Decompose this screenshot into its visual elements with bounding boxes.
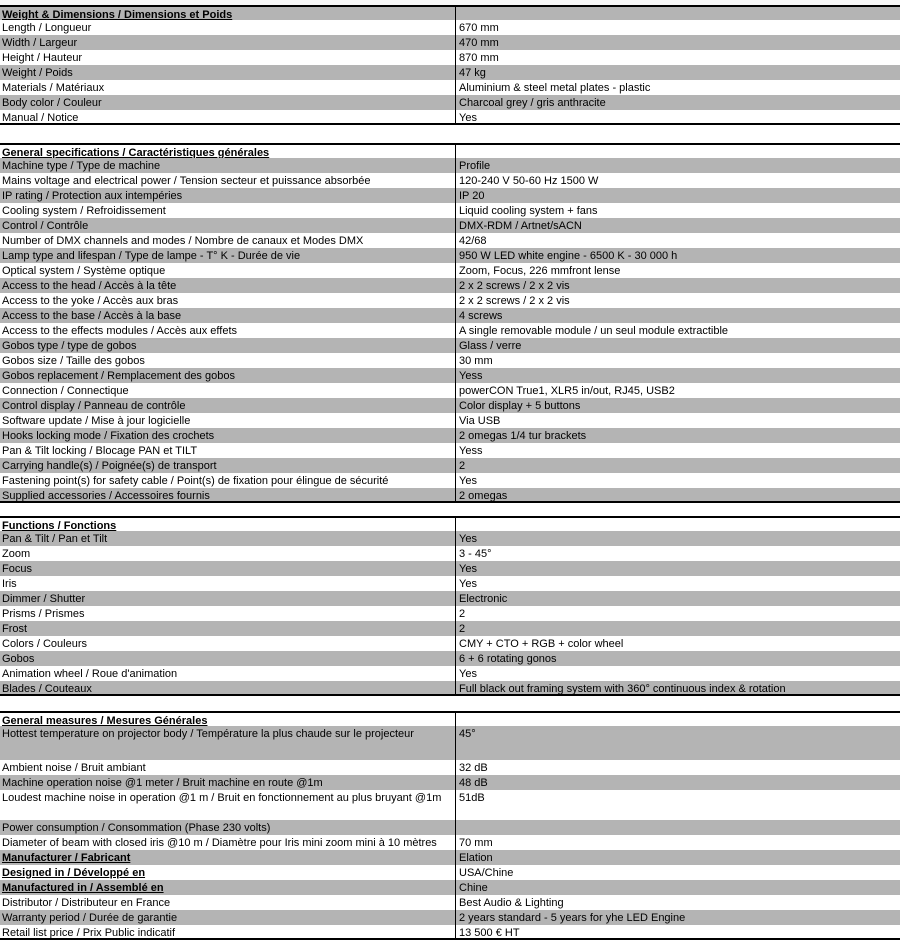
spec-label: Prisms / Prismes bbox=[0, 606, 456, 621]
spec-value: Glass / verre bbox=[459, 340, 522, 352]
spec-label: Focus bbox=[0, 561, 456, 576]
spec-value: Yes bbox=[459, 563, 477, 575]
spec-value: Aluminium & steel metal plates - plastic bbox=[459, 82, 651, 94]
section-header-value bbox=[457, 713, 900, 726]
spec-row bbox=[0, 651, 900, 666]
spec-label: Pan & Tilt / Pan et Tilt bbox=[0, 531, 456, 546]
spec-value: Chine bbox=[459, 882, 488, 894]
section-header bbox=[0, 5, 900, 20]
spec-label: Control display / Panneau de contrôle bbox=[0, 398, 456, 413]
spec-row bbox=[0, 233, 900, 248]
spec-row bbox=[0, 308, 900, 323]
spec-row bbox=[0, 473, 900, 488]
spec-value: Profile bbox=[459, 160, 491, 172]
section-header bbox=[0, 516, 900, 531]
spec-value: 2 bbox=[459, 623, 466, 635]
spec-value: 30 mm bbox=[459, 355, 493, 367]
spec-row bbox=[0, 173, 900, 188]
spec-label: Mains voltage and electrical power / Tension secteur et puissance absorbée bbox=[0, 173, 456, 188]
spec-row bbox=[0, 278, 900, 293]
spec-value: powerCON True1, XLR5 in/out, RJ45, USB2 bbox=[459, 385, 675, 397]
spec-label: Gobos bbox=[0, 651, 456, 666]
spec-value: Yess bbox=[459, 445, 483, 457]
spec-value: 2 x 2 screws / 2 x 2 vis bbox=[459, 280, 570, 292]
spec-row bbox=[0, 368, 900, 383]
spec-value: Charcoal grey / gris anthracite bbox=[459, 97, 606, 109]
spec-row bbox=[0, 835, 900, 850]
spec-label: Access to the effects modules / Accès aux effets bbox=[0, 323, 456, 338]
spec-label: Animation wheel / Roue d'animation bbox=[0, 666, 456, 681]
spec-label: Control / Contrôle bbox=[0, 218, 456, 233]
spec-label: Height / Hauteur bbox=[0, 50, 456, 65]
spec-value: 2 omegas bbox=[459, 490, 508, 501]
spec-label: Optical system / Système optique bbox=[0, 263, 456, 278]
spec-value: USA/Chine bbox=[459, 867, 514, 879]
spec-value: 48 dB bbox=[459, 777, 488, 789]
spec-value: 2 bbox=[459, 460, 466, 472]
spec-value: 32 dB bbox=[459, 762, 488, 774]
spec-label: Power consumption / Consommation (Phase 230 volts) bbox=[0, 820, 456, 835]
spec-row bbox=[0, 188, 900, 203]
spec-label: Loudest machine noise in operation @1 m / Bruit en fonctionnement au plus bruyant @1m bbox=[0, 790, 456, 820]
spec-value: 4 screws bbox=[459, 310, 503, 322]
spec-value: Zoom, Focus, 226 mmfront lense bbox=[459, 265, 621, 277]
spec-value: 70 mm bbox=[459, 837, 493, 849]
spec-label: Supplied accessories / Accessoires fournis bbox=[0, 488, 456, 501]
spec-value: A single removable module / un seul module extractible bbox=[459, 325, 729, 337]
spec-label: Blades / Couteaux bbox=[0, 681, 456, 694]
section-title: General specifications / Caractéristiques générales bbox=[0, 145, 456, 158]
spec-value: 2 bbox=[459, 608, 466, 620]
spec-row bbox=[0, 760, 900, 775]
spec-row bbox=[0, 488, 900, 503]
spec-row bbox=[0, 681, 900, 696]
spec-value: IP 20 bbox=[459, 190, 485, 202]
spec-label: Materials / Matériaux bbox=[0, 80, 456, 95]
spec-label: Carrying handle(s) / Poignée(s) de transport bbox=[0, 458, 456, 473]
spec-label: IP rating / Protection aux intempéries bbox=[0, 188, 456, 203]
spec-value: Via USB bbox=[459, 415, 501, 427]
spec-value: 45° bbox=[459, 728, 476, 740]
spec-value: 47 kg bbox=[459, 67, 486, 79]
spec-row bbox=[0, 865, 900, 880]
section-title: Functions / Fonctions bbox=[0, 518, 456, 531]
section-header-value bbox=[457, 518, 900, 531]
spec-row bbox=[0, 666, 900, 681]
spec-value: Yes bbox=[459, 112, 477, 123]
spec-row bbox=[0, 263, 900, 278]
spec-label: Warranty period / Durée de garantie bbox=[0, 910, 456, 925]
spec-value: 42/68 bbox=[459, 235, 487, 247]
spec-row bbox=[0, 428, 900, 443]
spec-value: 870 mm bbox=[459, 52, 499, 64]
spec-row bbox=[0, 35, 900, 50]
spec-row bbox=[0, 65, 900, 80]
spec-row bbox=[0, 158, 900, 173]
spec-label: Gobos type / type de gobos bbox=[0, 338, 456, 353]
spec-row bbox=[0, 323, 900, 338]
spec-label: Iris bbox=[0, 576, 456, 591]
spec-value: Liquid cooling system + fans bbox=[459, 205, 598, 217]
spec-row bbox=[0, 850, 900, 865]
spec-label: Machine type / Type de machine bbox=[0, 158, 456, 173]
spec-label: Access to the head / Accès à la tête bbox=[0, 278, 456, 293]
spec-label: Pan & Tilt locking / Blocage PAN et TILT bbox=[0, 443, 456, 458]
spec-row bbox=[0, 293, 900, 308]
spec-label: Zoom bbox=[0, 546, 456, 561]
spec-row bbox=[0, 110, 900, 125]
spec-value: 950 W LED white engine - 6500 K - 30 000 h bbox=[459, 250, 678, 262]
spec-label: Hottest temperature on projector body / Température la plus chaude sur le projecteur bbox=[0, 726, 456, 760]
spec-value: 3 - 45° bbox=[459, 548, 492, 560]
section-title: Weight & Dimensions / Dimensions et Poids bbox=[0, 7, 456, 20]
spec-value: Yes bbox=[459, 475, 477, 487]
spec-row bbox=[0, 910, 900, 925]
spec-value bbox=[457, 820, 900, 835]
spec-row bbox=[0, 546, 900, 561]
spec-value: 2 x 2 screws / 2 x 2 vis bbox=[459, 295, 570, 307]
spec-row bbox=[0, 80, 900, 95]
section-header-value bbox=[457, 145, 900, 158]
spec-row bbox=[0, 50, 900, 65]
spec-label: Dimmer / Shutter bbox=[0, 591, 456, 606]
spec-row bbox=[0, 398, 900, 413]
spec-row bbox=[0, 20, 900, 35]
spec-row bbox=[0, 775, 900, 790]
spec-label: Weight / Poids bbox=[0, 65, 456, 80]
spec-label: Connection / Connectique bbox=[0, 383, 456, 398]
spec-row bbox=[0, 248, 900, 263]
spec-label: Cooling system / Refroidissement bbox=[0, 203, 456, 218]
spec-label: Access to the base / Accès à la base bbox=[0, 308, 456, 323]
spec-label: Manufactured in / Assemblé en bbox=[0, 880, 456, 895]
spec-label: Width / Largeur bbox=[0, 35, 456, 50]
spec-value: 2 years standard - 5 years for yhe LED Engine bbox=[459, 912, 686, 924]
spec-label: Manual / Notice bbox=[0, 110, 456, 123]
spec-label: Machine operation noise @1 meter / Bruit machine en route @1m bbox=[0, 775, 456, 790]
section-header bbox=[0, 711, 900, 726]
spec-row bbox=[0, 576, 900, 591]
spec-label: Hooks locking mode / Fixation des crochets bbox=[0, 428, 456, 443]
section-title: General measures / Mesures Générales bbox=[0, 713, 456, 726]
spec-label: Body color / Couleur bbox=[0, 95, 456, 110]
spec-value: 120-240 V 50-60 Hz 1500 W bbox=[459, 175, 599, 187]
spec-label: Length / Longueur bbox=[0, 20, 456, 35]
spec-row bbox=[0, 218, 900, 233]
spec-row bbox=[0, 458, 900, 473]
spec-label: Retail list price / Prix Public indicatif bbox=[0, 925, 456, 938]
spec-label: Ambient noise / Bruit ambiant bbox=[0, 760, 456, 775]
spec-value: DMX-RDM / Artnet/sACN bbox=[459, 220, 582, 232]
spec-label: Frost bbox=[0, 621, 456, 636]
spec-row bbox=[0, 591, 900, 606]
spec-row bbox=[0, 880, 900, 895]
spec-value: 670 mm bbox=[459, 22, 499, 34]
spec-label: Diameter of beam with closed iris @10 m / Diamètre pour Iris mini zoom mini à 10 mètres bbox=[0, 835, 456, 850]
spec-value: Elation bbox=[459, 852, 493, 864]
spec-row bbox=[0, 383, 900, 398]
spec-value: 470 mm bbox=[459, 37, 499, 49]
spec-label: Manufacturer / Fabricant bbox=[0, 850, 456, 865]
section-header bbox=[0, 143, 900, 158]
spec-label: Designed in / Développé en bbox=[0, 865, 456, 880]
spec-value: Yes bbox=[459, 578, 477, 590]
spec-row bbox=[0, 95, 900, 110]
spec-label: Software update / Mise à jour logicielle bbox=[0, 413, 456, 428]
spec-row bbox=[0, 726, 900, 760]
spec-label: Access to the yoke / Accès aux bras bbox=[0, 293, 456, 308]
spec-row bbox=[0, 790, 900, 820]
spec-row bbox=[0, 820, 900, 835]
spec-row bbox=[0, 606, 900, 621]
section-header-value bbox=[457, 7, 900, 20]
spec-row bbox=[0, 895, 900, 910]
spec-value: Yess bbox=[459, 370, 483, 382]
spec-value: 13 500 € HT bbox=[459, 927, 520, 938]
spec-label: Lamp type and lifespan / Type de lampe - T° K - Durée de vie bbox=[0, 248, 456, 263]
spec-row bbox=[0, 353, 900, 368]
spec-value: Best Audio & Lighting bbox=[459, 897, 564, 909]
spec-row bbox=[0, 561, 900, 576]
spec-value: Yes bbox=[459, 533, 477, 545]
spec-row bbox=[0, 925, 900, 940]
spec-row bbox=[0, 531, 900, 546]
spec-label: Number of DMX channels and modes / Nombre de canaux et Modes DMX bbox=[0, 233, 456, 248]
spec-value: 2 omegas 1/4 tur brackets bbox=[459, 430, 587, 442]
spec-row bbox=[0, 338, 900, 353]
spec-value: Yes bbox=[459, 668, 477, 680]
spec-row bbox=[0, 203, 900, 218]
spec-label: Colors / Couleurs bbox=[0, 636, 456, 651]
spec-row bbox=[0, 443, 900, 458]
spec-row bbox=[0, 636, 900, 651]
spec-label: Gobos size / Taille des gobos bbox=[0, 353, 456, 368]
spec-row bbox=[0, 413, 900, 428]
spec-value: CMY + CTO + RGB + color wheel bbox=[459, 638, 624, 650]
spec-label: Gobos replacement / Remplacement des gobos bbox=[0, 368, 456, 383]
spec-label: Distributor / Distributeur en France bbox=[0, 895, 456, 910]
spec-value: Full black out framing system with 360° continuous index & rotation bbox=[459, 683, 786, 694]
spec-value: 51dB bbox=[459, 792, 485, 804]
spec-value: 6 + 6 rotating gonos bbox=[459, 653, 557, 665]
spec-value: Electronic bbox=[459, 593, 508, 605]
spec-value: Color display + 5 buttons bbox=[459, 400, 581, 412]
spec-row bbox=[0, 621, 900, 636]
spec-label: Fastening point(s) for safety cable / Point(s) de fixation pour élingue de sécurité bbox=[0, 473, 456, 488]
